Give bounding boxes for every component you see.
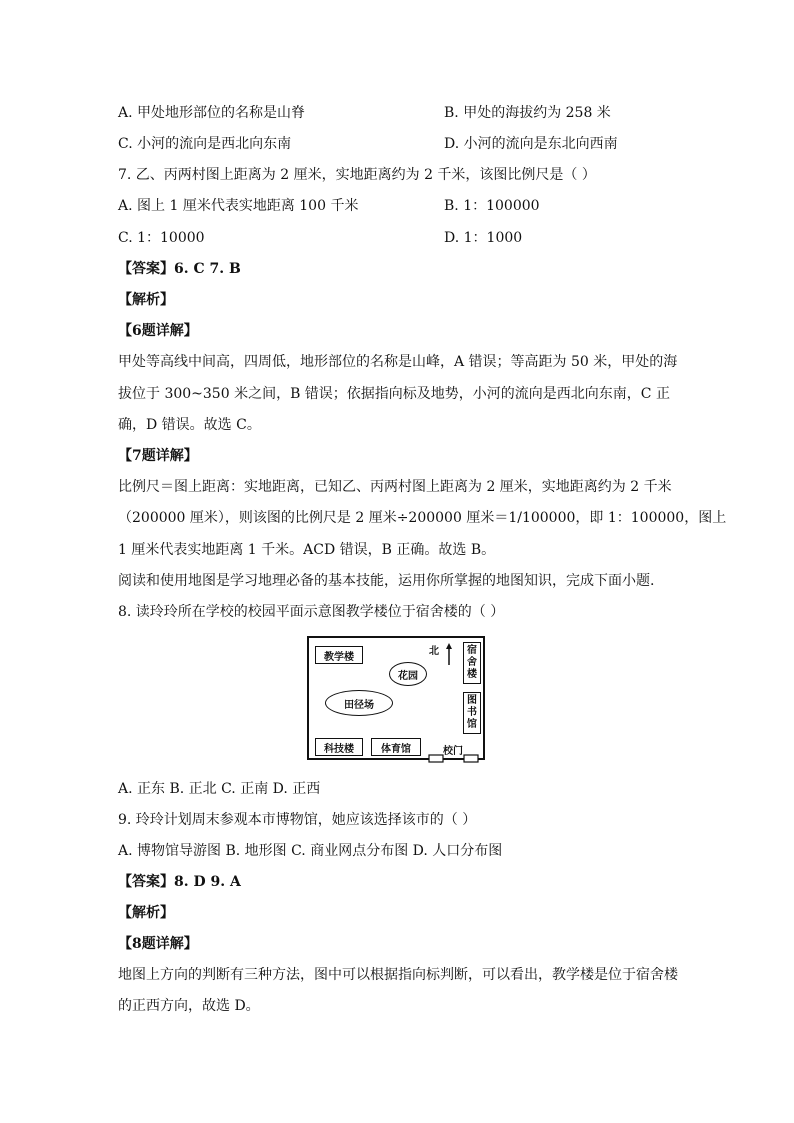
map-dormitory: 宿 舍 楼 xyxy=(463,642,481,684)
q7-option-c: C. 1：10000 xyxy=(118,230,205,246)
q8-options: A. 正东 B. 正北 C. 正南 D. 正西 xyxy=(118,781,321,797)
map-garden: 花园 xyxy=(389,662,427,686)
answer-6-7: 【答案】6. C 7. B xyxy=(118,261,241,277)
q8-stem: 8. 读玲玲所在学校的校园平面示意图教学楼位于宿舍楼的（ ） xyxy=(118,604,505,620)
detail-6-line: 拔位于 300~350 米之间，B 错误；依据指向标及地势，小河的流向是西北向东南，C 正 xyxy=(118,386,670,402)
map-gym: 体育馆 xyxy=(371,738,421,756)
map-library: 图 书 馆 xyxy=(463,692,481,734)
analysis-heading-2: 【解析】 xyxy=(118,905,174,921)
detail-6-line: 甲处等高线中间高，四周低，地形部位的名称是山峰，A 错误；等高距为 50 米，甲处的海 xyxy=(118,354,678,370)
gate-icon xyxy=(427,754,483,767)
detail-7-line: 比例尺＝图上距离：实地距离，已知乙、丙两村图上距离为 2 厘米，实地距离约为 2 千米 xyxy=(118,479,672,495)
detail-7-line: 1 厘米代表实地距离 1 千米。ACD 错误，B 正确。故选 B。 xyxy=(118,542,496,558)
q6-option-d: D. 小河的流向是东北向西南 xyxy=(444,136,618,152)
map-north-label: 北 xyxy=(429,646,439,657)
q7-option-b: B. 1：100000 xyxy=(444,198,540,214)
q7-option-d: D. 1：1000 xyxy=(444,230,523,246)
answer-8-9: 【答案】8. D 9. A xyxy=(118,874,241,890)
north-arrow-icon xyxy=(445,643,453,668)
detail-8-line: 地图上方向的判断有三种方法，图中可以根据指向标判断，可以看出，教学楼是位于宿舍楼 xyxy=(118,967,678,983)
analysis-heading-1: 【解析】 xyxy=(118,292,174,308)
q9-stem: 9. 玲玲计划周末参观本市博物馆，她应该选择该市的（ ） xyxy=(118,812,477,828)
detail-6-title: 【6题详解】 xyxy=(118,323,198,339)
detail-7-line: （200000 厘米），则该图的比例尺是 2 厘米÷200000 厘米＝1/100000，即 1：100000，图上 xyxy=(118,510,727,526)
q7-option-a: A. 图上 1 厘米代表实地距离 100 千米 xyxy=(118,198,359,214)
campus-map xyxy=(307,636,485,760)
detail-6-line: 确，D 错误。故选 C。 xyxy=(118,417,261,433)
q6-option-b: B. 甲处的海拔约为 258 米 xyxy=(444,105,611,121)
detail-7-title: 【7题详解】 xyxy=(118,448,198,464)
q7-stem: 7. 乙、丙两村图上距离为 2 厘米，实地距离约为 2 千米，该图比例尺是（ ） xyxy=(118,167,596,183)
map-gate-label: 校门 xyxy=(443,746,463,757)
detail-8-line: 的正西方向，故选 D。 xyxy=(118,998,260,1014)
q6-option-c: C. 小河的流向是西北向东南 xyxy=(118,136,292,152)
q9-options: A. 博物馆导游图 B. 地形图 C. 商业网点分布图 D. 人口分布图 xyxy=(118,843,503,859)
detail-8-title: 【8题详解】 xyxy=(118,936,198,952)
map-track-field: 田径场 xyxy=(325,690,393,716)
q6-option-a: A. 甲处地形部位的名称是山脊 xyxy=(118,105,306,121)
intro-text: 阅读和使用地图是学习地理必备的基本技能，运用你所掌握的地图知识，完成下面小题. xyxy=(118,573,655,589)
map-teaching-building: 教学楼 xyxy=(315,646,363,664)
map-science-building: 科技楼 xyxy=(315,738,363,756)
